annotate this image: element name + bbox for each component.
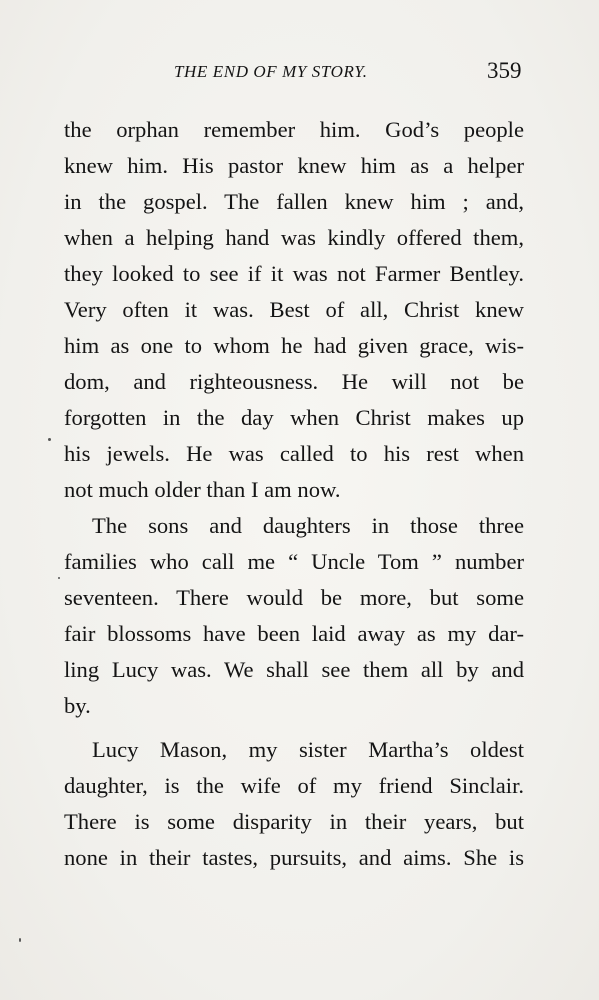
page-number: 359 xyxy=(487,58,522,83)
paragraph-start-line: Lucy Mason, my sister Martha’s oldest xyxy=(92,737,524,762)
text-line: seventeen. There would be more, but some xyxy=(64,585,524,610)
text-line: Very often it was. Best of all, Christ knew xyxy=(64,297,524,322)
paper-speck xyxy=(19,938,21,942)
paper-speck xyxy=(48,438,51,441)
text-line: knew him. His pastor knew him as a helper xyxy=(64,153,524,178)
text-line: they looked to see if it was not Farmer Bentley. xyxy=(64,261,524,286)
text-line: when a helping hand was kindly offered them, xyxy=(64,225,524,250)
text-line: families who call me “ Uncle Tom ” number xyxy=(64,549,524,574)
text-line: daughter, is the wife of my friend Sinclair. xyxy=(64,773,524,798)
text-line: his jewels. He was called to his rest when xyxy=(64,441,524,466)
paper-speck xyxy=(58,577,60,579)
text-line: fair blossoms have been laid away as my dar- xyxy=(64,621,524,646)
running-head: THE END OF MY STORY. xyxy=(174,62,368,81)
text-line: There is some disparity in their years, but xyxy=(64,809,524,834)
text-line: dom, and righteousness. He will not be xyxy=(64,369,524,394)
text-line: him as one to whom he had given grace, wis- xyxy=(64,333,524,358)
text-line: ling Lucy was. We shall see them all by and xyxy=(64,657,524,682)
text-line: in the gospel. The fallen knew him ; and, xyxy=(64,189,524,214)
text-line: by. xyxy=(64,693,91,718)
text-line: the orphan remember him. God’s people xyxy=(64,117,524,142)
text-line: none in their tastes, pursuits, and aims. She is xyxy=(64,845,524,870)
paragraph-start-line: The sons and daughters in those three xyxy=(92,513,524,538)
text-line: forgotten in the day when Christ makes up xyxy=(64,405,524,430)
text-line: not much older than I am now. xyxy=(64,477,341,502)
